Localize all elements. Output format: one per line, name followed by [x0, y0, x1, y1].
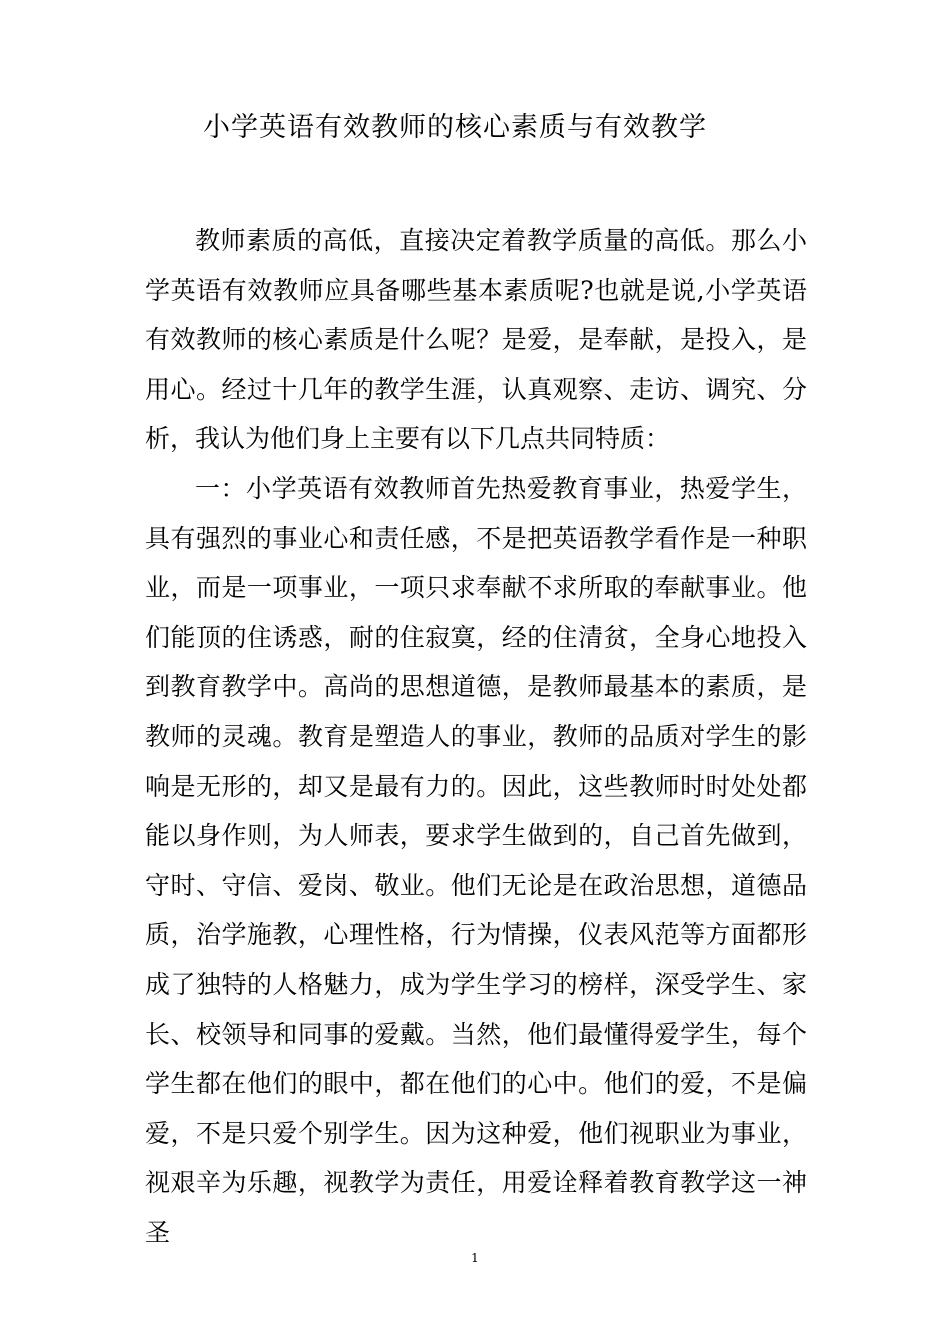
paragraph-intro: 教师素质的高低，直接决定着教学质量的高低。那么小学英语有效教师应具备哪些基本素质呢?也就是说,小学英语有效教师的核心素质是什么呢？是爱，是奉献，是投入，是用心。经过十几年的教学生涯，认真观察、走访、调究、分析，我认为他们身上主要有以下几点共同特质： — [145, 226, 807, 454]
page-number: 1 — [471, 1251, 479, 1265]
document-title: 小学英语有效教师的核心素质与有效教学 — [203, 112, 707, 143]
paragraph-point-one: 一：小学英语有效教师首先热爱教育事业，热爱学生，具有强烈的事业心和责任感，不是把英语教学看作是一种职业，而是一项事业，一项只求奉献不求所取的奉献事业。他们能顶的住诱惑，耐的住寂寞，经的住清贫，全身心地投入到教育教学中。高尚的思想道德，是教师最基本的素质，是教师的灵魂。教育是塑造人的事业，教师的品质对学生的影响是无形的，却又是最有力的。因此，这些教师时时处处都能以身作则，为人师表，要求学生做到的，自己首先做到，守时、守信、爱岗、敬业。他们无论是在政治思想，道德品质，治学施教，心理性格，行为情操，仪表风范等方面都形成了独特的人格魅力，成为学生学习的榜样，深受学生、家长、校领导和同事的爱戴。当然，他们最懂得爱学生，每个学生都在他们的眼中，都在他们的心中。他们的爱，不是偏爱，不是只爱个别学生。因为这种爱，他们视职业为事业，视艰辛为乐趣，视教学为责任，用爱诠释着教育教学这一神圣 — [145, 473, 807, 1247]
document-body — [145, 216, 807, 1257]
